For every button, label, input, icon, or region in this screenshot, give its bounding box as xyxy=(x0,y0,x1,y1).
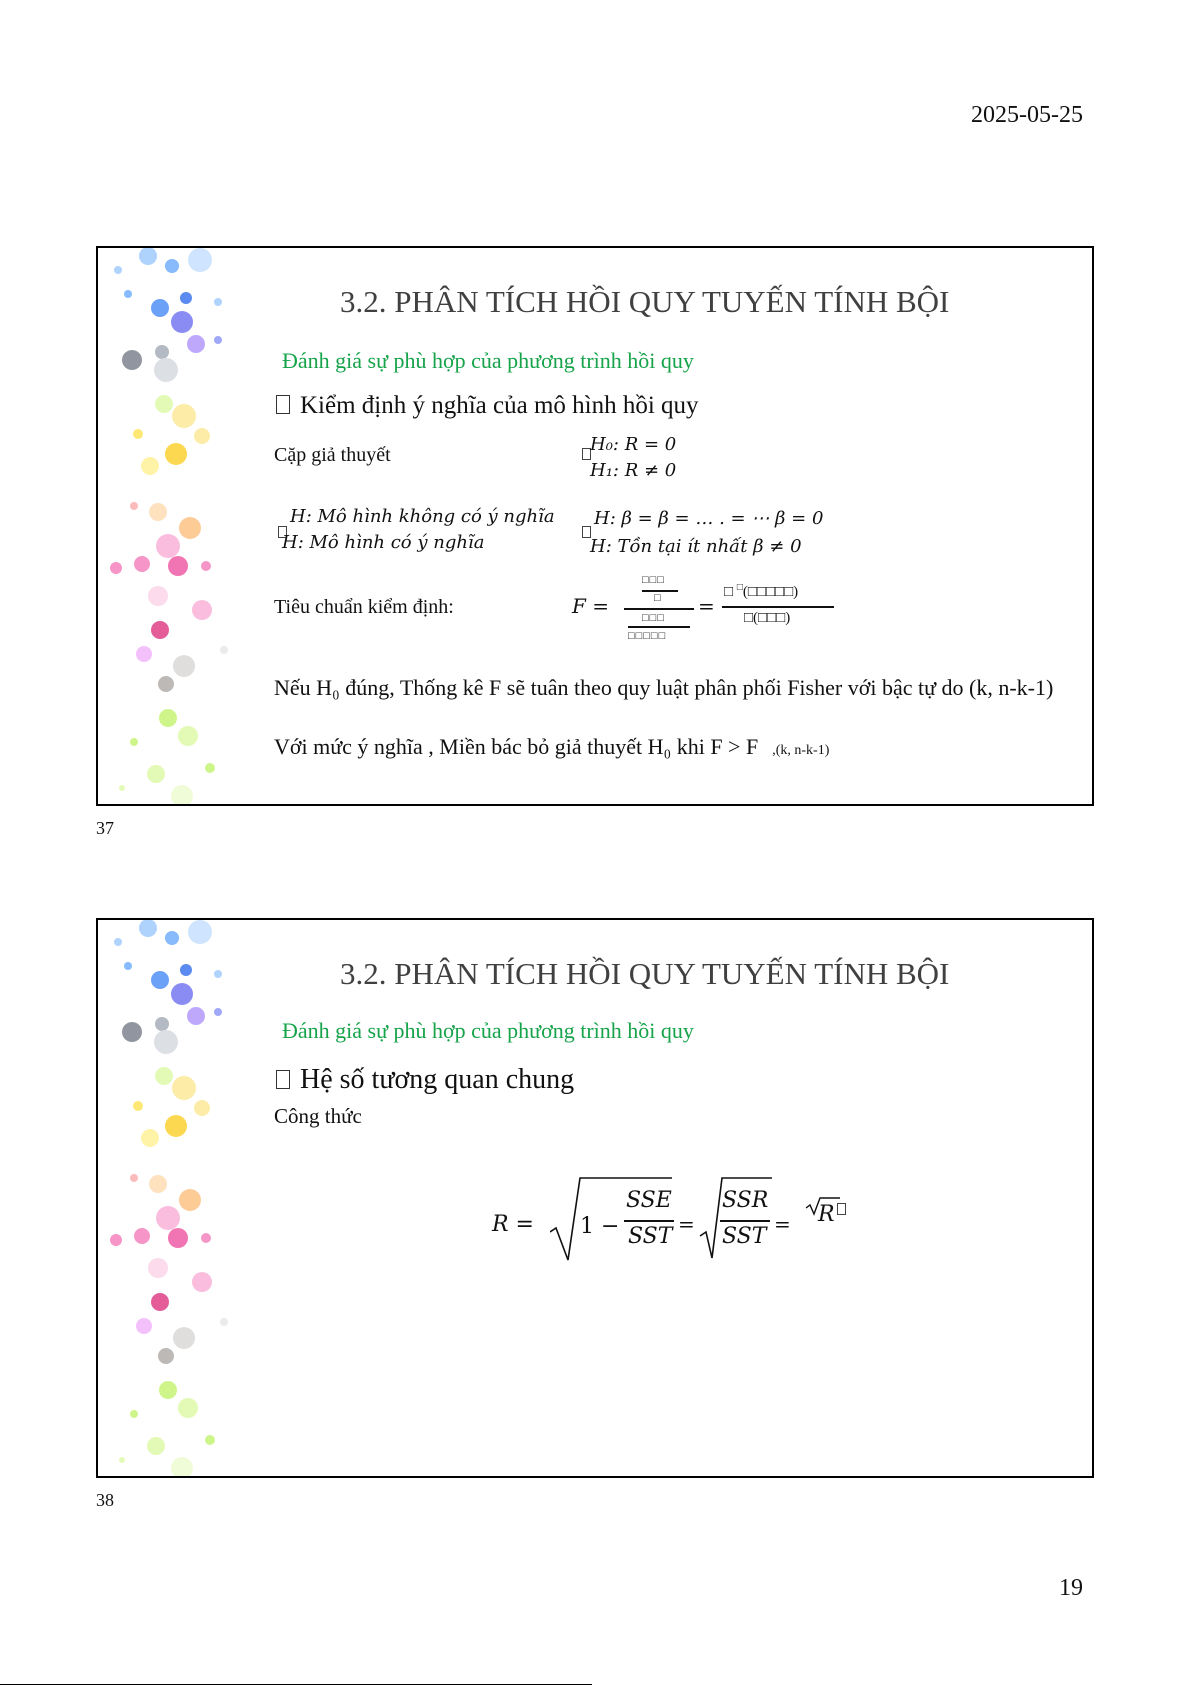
inner-denominator-glyph: □ xyxy=(654,592,661,604)
bullet-box-icon xyxy=(276,1070,290,1089)
page-number: 19 xyxy=(1059,1575,1083,1601)
ssr-numerator: SSR xyxy=(722,1188,769,1213)
rejection-region-text: Với mức ý nghĩa , Miền bác bỏ giả thuyết H₀ khi F > F ,(k, n-k-1) xyxy=(274,734,830,759)
lower-denominator-glyphs: □□□□□ xyxy=(628,630,667,642)
slide-number-37: 37 xyxy=(96,818,114,838)
r-symbol: R = xyxy=(492,1212,534,1237)
slide-subtitle: Đánh giá sự phù hợp của phương trình hồi quy xyxy=(282,348,694,373)
slide-37 xyxy=(96,246,1094,806)
slide-38 xyxy=(96,918,1094,1478)
ssr-fraction-line xyxy=(720,1220,770,1222)
sse-numerator: SSE xyxy=(626,1188,672,1213)
right-denominator-glyphs: □(□□□) xyxy=(744,610,791,626)
bullet-box-icon xyxy=(276,395,290,414)
bullet-point: Hệ số tương quan chung xyxy=(276,1064,574,1096)
h1-r-squared: H₁: R ≠ 0 xyxy=(590,460,677,481)
equals-sign-1: = xyxy=(678,1212,695,1236)
right-numerator-glyphs: □ □(□□□□□) xyxy=(724,582,799,600)
formula-label: Công thức xyxy=(274,1104,362,1128)
one-minus: 1 − xyxy=(580,1214,620,1239)
lower-fraction-line xyxy=(628,626,690,628)
slide-subtitle: Đánh giá sự phù hợp của phương trình hồi quy xyxy=(282,1018,694,1043)
h0-beta: H: β = β = … . = ⋯ β = 0 xyxy=(594,508,824,529)
slide-number-38: 38 xyxy=(96,1490,114,1510)
equals-sign: = xyxy=(698,594,715,618)
sst-denominator-2: SST xyxy=(722,1224,767,1249)
sst-denominator: SST xyxy=(628,1224,673,1249)
f-statistic-symbol: F = xyxy=(572,594,609,618)
bokeh-decoration xyxy=(98,248,258,806)
slide-title: 3.2. PHÂN TÍCH HỒI QUY TUYẾN TÍNH BỘI xyxy=(340,956,950,991)
hypothesis-pair-label: Cặp giả thuyết xyxy=(274,444,391,466)
h1-beta: H: Tồn tại ít nhất β ≠ 0 xyxy=(590,536,802,557)
bokeh-decoration xyxy=(98,920,258,1478)
test-criterion-label: Tiêu chuẩn kiểm định: xyxy=(274,596,454,618)
sse-fraction-line xyxy=(624,1220,674,1222)
fisher-distribution-text: Nếu H₀ đúng, Thống kê F sẽ tuân theo quy luật phân phối Fisher với bậc tự do (k, n-k-1) xyxy=(274,675,1054,700)
equals-sign-2: = xyxy=(774,1212,791,1236)
r-squared-root: R xyxy=(818,1202,846,1227)
placeholder-glyph-icon xyxy=(837,1203,846,1215)
numerator-glyphs: □□□ xyxy=(642,574,665,586)
h0-model: H: Mô hình không có ý nghĩa xyxy=(290,506,555,527)
h0-r-squared: H₀: R = 0 xyxy=(590,434,677,455)
main-fraction-line xyxy=(624,608,694,610)
right-fraction-line xyxy=(722,606,834,608)
slide-title: 3.2. PHÂN TÍCH HỒI QUY TUYẾN TÍNH BỘI xyxy=(340,284,950,319)
header-date: 2025-05-25 xyxy=(971,102,1083,128)
h1-model: H: Mô hình có ý nghĩa xyxy=(282,532,485,553)
bullet-point: Kiểm định ý nghĩa của mô hình hồi quy xyxy=(276,392,699,420)
denominator-glyphs: □□□ xyxy=(642,612,665,624)
